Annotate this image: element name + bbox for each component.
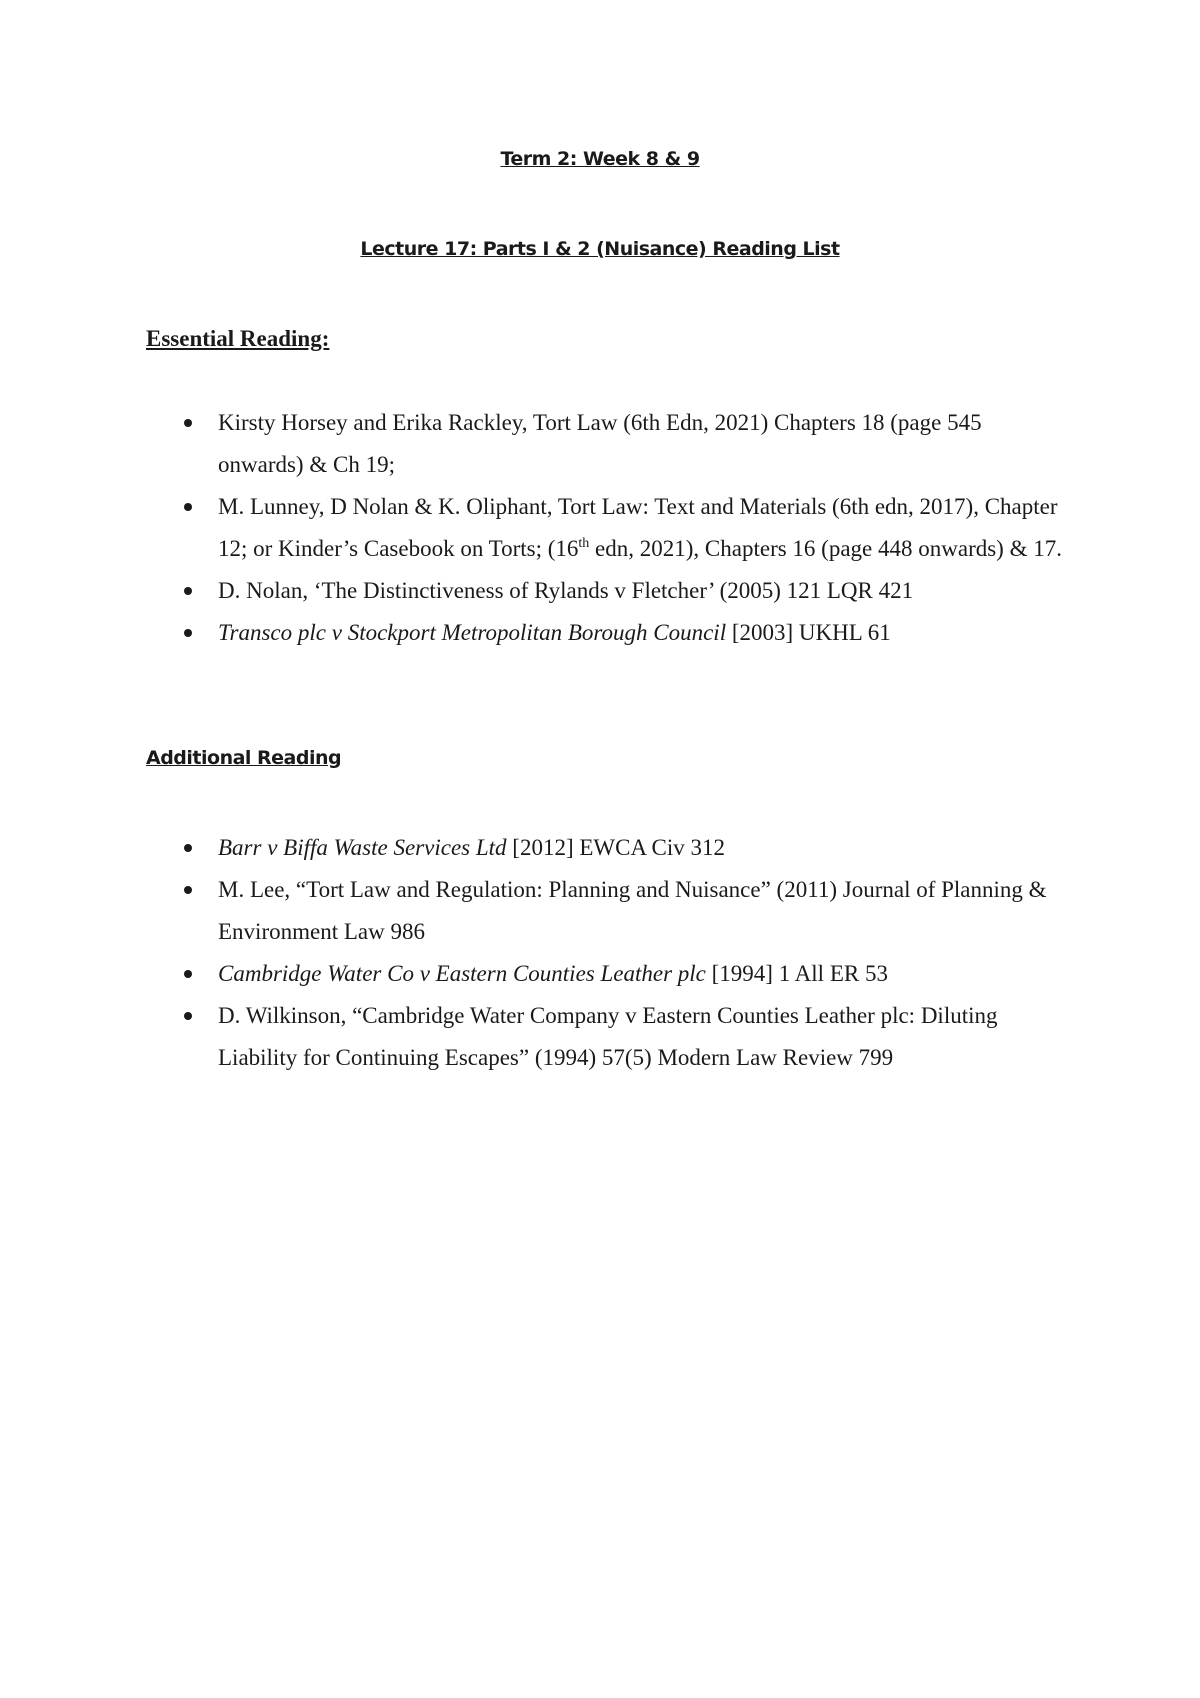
list-item [146,995,1066,1079]
bullet-icon [184,844,192,852]
list-item-text: D. Wilkinson, “Cambridge Water Company v Eastern Counties Leather plc: Diluting Liability for Continuing Escapes” (1994) 57(5) Modern Law Review 799 [218,1003,998,1070]
list-item [146,486,1066,570]
list-item-text-continued: edn, 2021), Chapters 16 (page 448 onwards) & 17. [589,536,1062,561]
list-item-text: M. Lunney, D Nolan & K. Oliphant, Tort Law: Text and Materials (6th edn, 2017), Chapter 12; or Kinder’s Casebook on Torts; (16 [218,494,1058,561]
list-item [146,827,1066,869]
bullet-icon [184,419,192,427]
list-item [146,953,1066,995]
bullet-icon [184,587,192,595]
list-item [146,570,1066,612]
list-item [146,402,1066,486]
bullet-icon [184,503,192,511]
case-name: Barr v Biffa Waste Services Ltd [218,835,507,860]
case-name: Cambridge Water Co v Eastern Counties Leather plc [218,961,706,986]
essential-reading-list [146,402,1066,654]
list-item [146,612,1066,654]
case-citation: [2012] EWCA Civ 312 [506,835,726,860]
bullet-icon [184,970,192,978]
list-item [146,869,1066,953]
additional-reading-heading: Additional Reading [146,747,342,769]
list-item-text: D. Nolan, ‘The Distinctiveness of Rylands v Fletcher’ (2005) 121 LQR 421 [218,578,914,603]
case-citation: [1994] 1 All ER 53 [705,961,888,986]
case-citation: [2003] UKHL 61 [726,620,891,645]
essential-reading-heading: Essential Reading: [146,326,330,351]
list-item-text: Kirsty Horsey and Erika Rackley, Tort Law (6th Edn, 2021) Chapters 18 (page 545 onwards) & Ch 19; [218,410,982,477]
superscript-ordinal: th [578,536,590,551]
additional-reading-list [146,827,1066,1079]
bullet-icon [184,1012,192,1020]
list-item-text: M. Lee, “Tort Law and Regulation: Planning and Nuisance” (2011) Journal of Planning & Environment Law 986 [218,877,1047,944]
case-name: Transco plc v Stockport Metropolitan Borough Council [218,620,727,645]
page-title: Term 2: Week 8 & 9 [500,148,700,170]
bullet-icon [184,629,192,637]
bullet-icon [184,886,192,894]
lecture-title: Lecture 17: Parts I & 2 (Nuisance) Reading List [360,238,840,260]
